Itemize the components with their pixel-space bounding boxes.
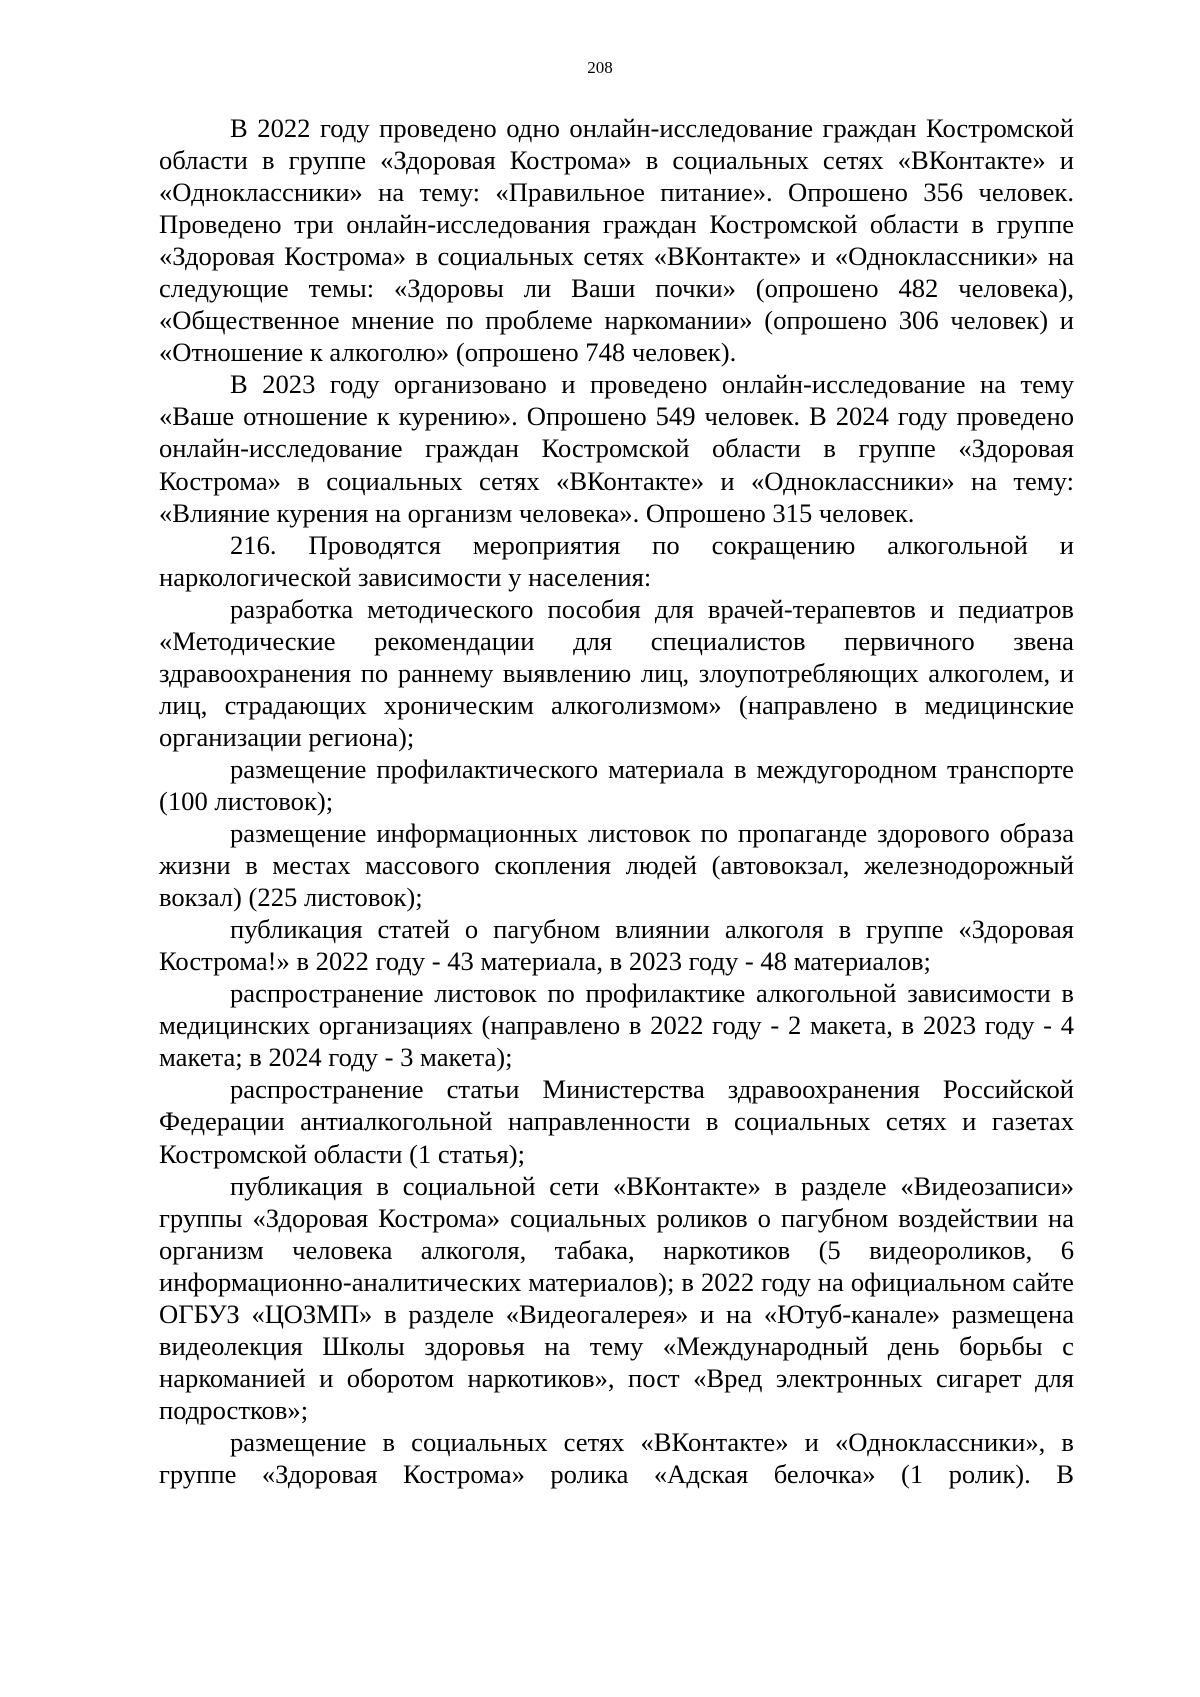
paragraph-online-research-2023-2024: В 2023 году организовано и проведено онлайн-исследование на тему «Ваше отношение к курению». Опрошено 549 человек. В 2024 году проведено онлайн-исследование граждан Костромской области в группе «Здоровая Кострома» в социальных сетях «ВКонтакте» и «Одноклассники» на тему: «Влияние курения на организм человека». Опрошено 315 человек. bbox=[159, 369, 1074, 528]
list-item-ministry-article: распространение статьи Министерства здравоохранения Российской Федерации антиалкогольной направленности в социальных сетях и газетах Костромской области (1 статья); bbox=[159, 1074, 1074, 1169]
list-item-video-placement: размещение в социальных сетях «ВКонтакте» и «Одноклассники», в группе «Здоровая Кострома» ролика «Адская белочка» (1 ролик). В bbox=[159, 1426, 1074, 1489]
list-item-methodical-manual: разработка методического пособия для врачей-терапевтов и педиатров «Методические рекомендации для специалистов первичного звена здравоохранения по раннему выявлению лиц, злоупотребляющих алкоголем, и лиц, страдающих хроническим алкоголизмом» (направлено в медицинские организации региона); bbox=[159, 593, 1074, 752]
list-item-information-leaflets: размещение информационных листовок по пропаганде здорового образа жизни в местах массового скопления людей (автовокзал, железнодорожный вокзал) (225 листовок); bbox=[159, 818, 1074, 913]
page-number: 208 bbox=[587, 58, 613, 77]
list-item-transport-material: размещение профилактического материала в междугородном транспорте (100 листовок); bbox=[159, 753, 1074, 816]
document-body bbox=[159, 112, 1074, 1490]
list-item-social-videos: публикация в социальной сети «ВКонтакте» в разделе «Видеозаписи» группы «Здоровая Кострома» социальных роликов о пагубном воздействии на организм человека алкоголя, табака, наркотиков (5 видеороликов, 6 информационно-аналитических материалов); в 2022 году на официальном сайте ОГБУЗ «ЦОЗМП» в разделе «Видеогалерея» и на «Ютуб-канале» размещена видеолекция Школы здоровья на тему «Международный день борьбы с наркоманией и оборотом наркотиков», пост «Вред электронных сигарет для подростков»; bbox=[159, 1170, 1074, 1425]
paragraph-item-216: 216. Проводятся мероприятия по сокращению алкогольной и наркологической зависимости у населения: bbox=[159, 529, 1074, 592]
list-item-leaflet-distribution: распространение листовок по профилактике алкогольной зависимости в медицинских организациях (направлено в 2022 году - 2 макета, в 2023 году - 4 макета; в 2024 году - 3 макета); bbox=[159, 978, 1074, 1073]
paragraph-online-research-2022: В 2022 году проведено одно онлайн-исследование граждан Костромской области в группе «Здоровая Кострома» в социальных сетях «ВКонтакте» и «Одноклассники» на тему: «Правильное питание». Опрошено 356 человек. Проведено три онлайн-исследования граждан Костромской области в группе «Здоровая Кострома» в социальных сетях «ВКонтакте» и «Одноклассники» на следующие темы: «Здоровы ли Ваши почки» (опрошено 482 человека), «Общественное мнение по проблеме наркомании» (опрошено 306 человек) и «Отношение к алкоголю» (опрошено 748 человек). bbox=[159, 113, 1074, 368]
list-item-article-publication: публикация статей о пагубном влиянии алкоголя в группе «Здоровая Кострома!» в 2022 году - 43 материала, в 2023 году - 48 материалов; bbox=[159, 914, 1074, 977]
